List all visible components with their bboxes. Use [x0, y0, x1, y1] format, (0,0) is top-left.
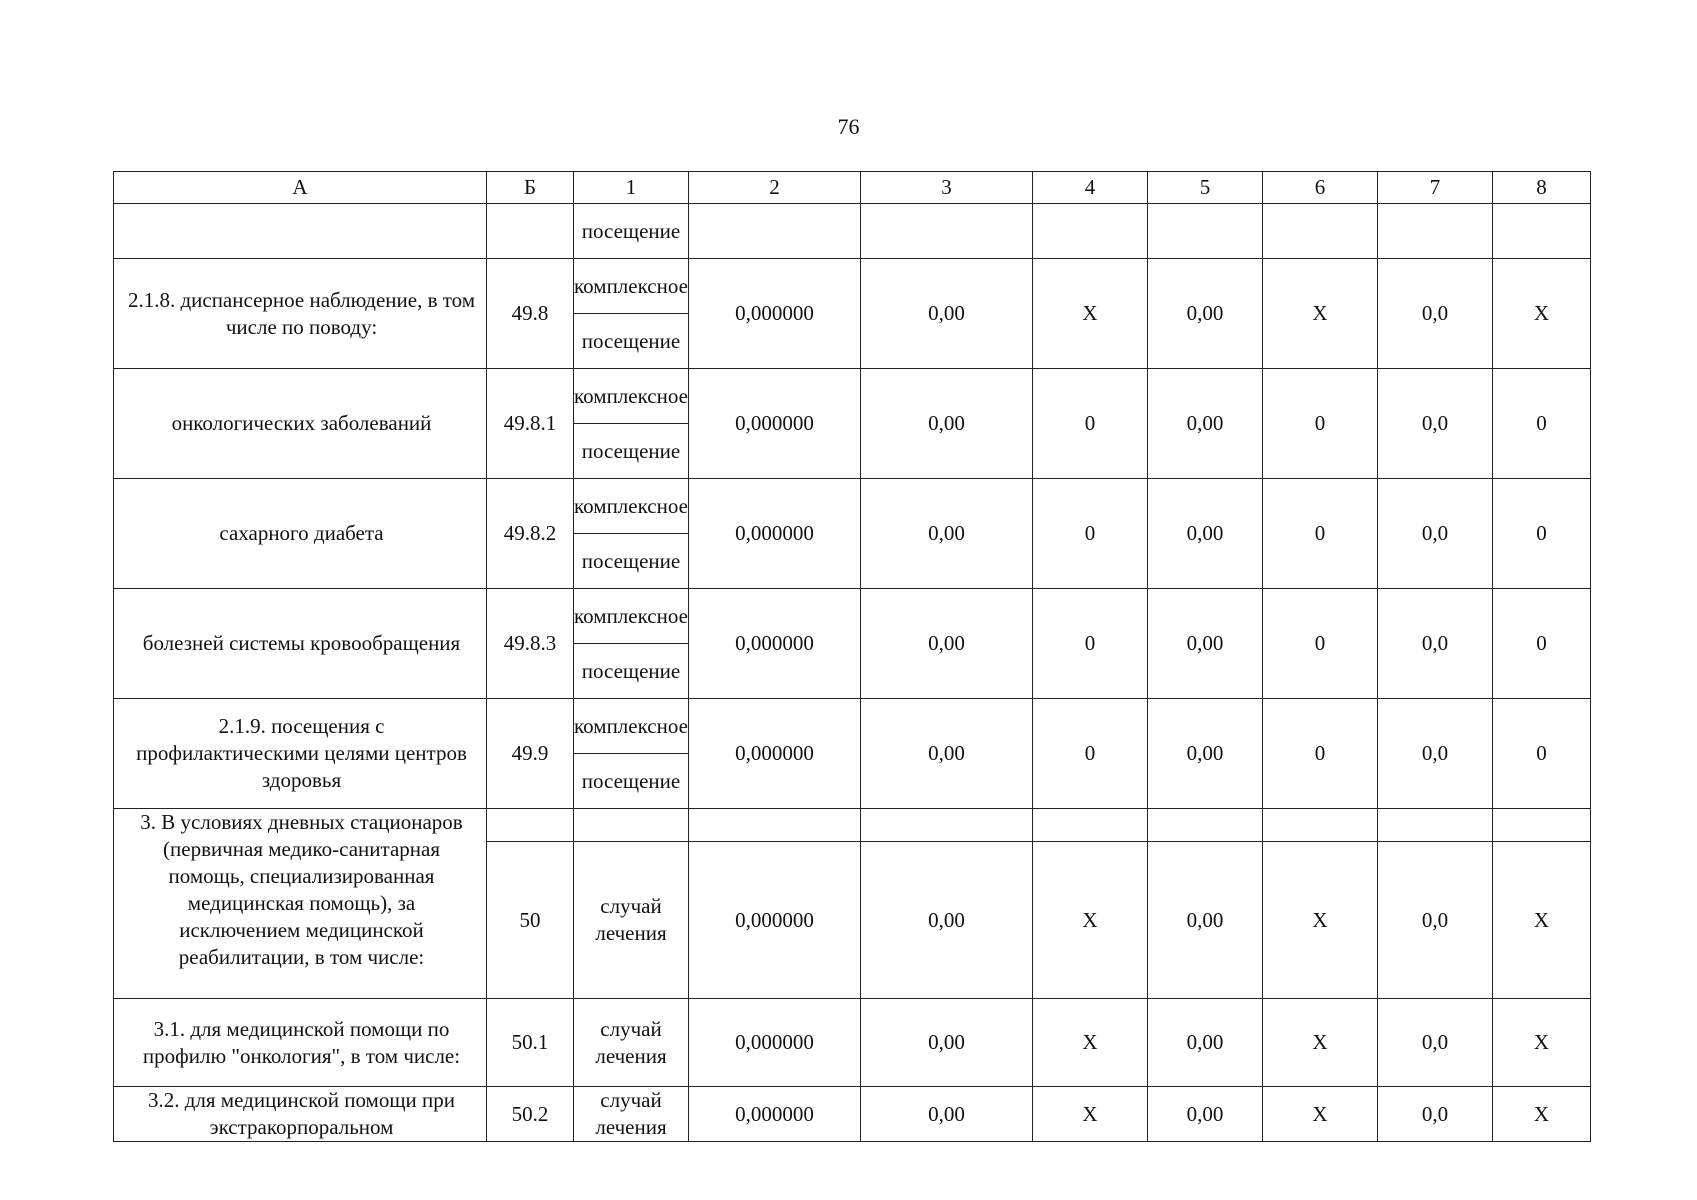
empty-cell	[1033, 809, 1148, 842]
row-unit	[574, 699, 689, 809]
row-code	[487, 204, 574, 259]
cell-col-8	[1493, 204, 1591, 259]
table-row	[114, 479, 1591, 589]
cell-col-5: 0,00	[1148, 1087, 1263, 1142]
header-cell-8: 8	[1493, 172, 1591, 204]
row-name: болезней системы кровообращения	[114, 589, 487, 699]
cell-col-8: Х	[1493, 1087, 1591, 1142]
header-cell-3: 3	[861, 172, 1033, 204]
header-cell-4: 4	[1033, 172, 1148, 204]
empty-cell	[487, 809, 574, 842]
cell-col-6: Х	[1263, 999, 1378, 1087]
empty-cell	[689, 809, 861, 842]
cell-col-3: 0,00	[861, 479, 1033, 589]
header-cell-b: Б	[487, 172, 574, 204]
row-code: 49.8	[487, 259, 574, 369]
cell-col-7: 0,0	[1378, 1087, 1493, 1142]
cell-col-5: 0,00	[1148, 589, 1263, 699]
cell-col-4: 0	[1033, 589, 1148, 699]
header-cell-2: 2	[689, 172, 861, 204]
row-unit	[574, 589, 689, 699]
header-cell-5: 5	[1148, 172, 1263, 204]
row-name: 3. В условиях дневных стационаров (первичная медико-санитарная помощь, специализированная медицинская помощь), за исключением медицинской реабилитации, в том числе:	[114, 809, 487, 999]
cell-col-2: 0,000000	[689, 369, 861, 479]
cell-col-3: 0,00	[861, 259, 1033, 369]
cell-col-5: 0,00	[1148, 369, 1263, 479]
cell-col-5: 0,00	[1148, 999, 1263, 1087]
empty-cell	[574, 809, 689, 842]
row-name: 3.1. для медицинской помощи по профилю "онкология", в том числе:	[114, 999, 487, 1087]
cell-col-6: 0	[1263, 479, 1378, 589]
cell-col-7: 0,0	[1378, 842, 1493, 999]
cell-col-6: 0	[1263, 699, 1378, 809]
cell-col-6: 0	[1263, 589, 1378, 699]
cell-col-4: Х	[1033, 1087, 1148, 1142]
cell-col-3: 0,00	[861, 842, 1033, 999]
cell-col-8: 0	[1493, 589, 1591, 699]
cell-col-7: 0,0	[1378, 589, 1493, 699]
cell-col-7: 0,0	[1378, 999, 1493, 1087]
table-row	[114, 1087, 1591, 1142]
cell-col-5: 0,00	[1148, 699, 1263, 809]
unit-bottom: посещение	[581, 328, 681, 353]
cell-col-3: 0,00	[861, 589, 1033, 699]
row-code: 50	[487, 842, 574, 999]
unit-bottom: посещение	[581, 658, 681, 683]
cell-col-2: 0,000000	[689, 589, 861, 699]
cell-col-4: Х	[1033, 259, 1148, 369]
row-name	[114, 204, 487, 259]
cell-col-2: 0,000000	[689, 1087, 861, 1142]
empty-cell	[1493, 809, 1591, 842]
row-code: 49.8.3	[487, 589, 574, 699]
cell-col-6: 0	[1263, 369, 1378, 479]
cell-col-8: Х	[1493, 259, 1591, 369]
empty-cell	[1378, 809, 1493, 842]
row-code: 49.8.2	[487, 479, 574, 589]
page-number: 76	[837, 114, 860, 139]
cell-col-5	[1148, 204, 1263, 259]
cell-col-6	[1263, 204, 1378, 259]
row-unit: случай лечения	[574, 842, 689, 999]
cell-col-7: 0,0	[1378, 479, 1493, 589]
row-unit: случай лечения	[574, 999, 689, 1087]
table-row	[114, 699, 1591, 809]
unit-bottom: посещение	[581, 768, 681, 793]
cell-col-2: 0,000000	[689, 479, 861, 589]
row-code: 50.1	[487, 999, 574, 1087]
header-cell-7: 7	[1378, 172, 1493, 204]
cell-col-7: 0,0	[1378, 699, 1493, 809]
cell-col-3: 0,00	[861, 369, 1033, 479]
cell-col-5: 0,00	[1148, 842, 1263, 999]
row-unit: случай лечения	[574, 1087, 689, 1142]
cell-col-7: 0,0	[1378, 369, 1493, 479]
cell-col-8: 0	[1493, 369, 1591, 479]
unit-top: комплексное	[574, 479, 688, 534]
cell-col-2: 0,000000	[689, 842, 861, 999]
cell-col-6: Х	[1263, 842, 1378, 999]
cell-col-4: 0	[1033, 479, 1148, 589]
cell-col-2	[689, 204, 861, 259]
row-name: 2.1.8. диспансерное наблюдение, в том числе по поводу:	[114, 259, 487, 369]
cell-col-5: 0,00	[1148, 479, 1263, 589]
empty-cell	[1263, 809, 1378, 842]
row-name: сахарного диабета	[114, 479, 487, 589]
row-name: 3.2. для медицинской помощи при экстракорпоральном	[114, 1087, 487, 1142]
header-cell-1: 1	[574, 172, 689, 204]
cell-col-8: Х	[1493, 999, 1591, 1087]
cell-col-7: 0,0	[1378, 259, 1493, 369]
row-code: 50.2	[487, 1087, 574, 1142]
cell-col-8: 0	[1493, 479, 1591, 589]
cell-col-7	[1378, 204, 1493, 259]
cell-col-4	[1033, 204, 1148, 259]
row-unit	[574, 479, 689, 589]
cell-col-3: 0,00	[861, 999, 1033, 1087]
unit-top: комплексное	[574, 259, 688, 314]
row-code: 49.9	[487, 699, 574, 809]
cell-col-8: 0	[1493, 699, 1591, 809]
cell-col-4: Х	[1033, 842, 1148, 999]
data-table	[113, 171, 1591, 1142]
row-unit	[574, 369, 689, 479]
table-row	[114, 809, 1591, 842]
cell-col-3	[861, 204, 1033, 259]
header-cell-a: А	[114, 172, 487, 204]
row-code: 49.8.1	[487, 369, 574, 479]
row-unit	[574, 259, 689, 369]
row-name: 2.1.9. посещения с профилактическими целями центров здоровья	[114, 699, 487, 809]
cell-col-4: 0	[1033, 369, 1148, 479]
unit-top: комплексное	[574, 589, 688, 644]
unit-bottom: посещение	[581, 218, 681, 243]
row-name: онкологических заболеваний	[114, 369, 487, 479]
empty-cell	[1148, 809, 1263, 842]
cell-col-3: 0,00	[861, 699, 1033, 809]
unit-top: комплексное	[574, 369, 688, 424]
row-unit	[574, 204, 689, 259]
table-row	[114, 999, 1591, 1087]
cell-col-5: 0,00	[1148, 259, 1263, 369]
cell-col-2: 0,000000	[689, 259, 861, 369]
cell-col-6: Х	[1263, 1087, 1378, 1142]
header-cell-6: 6	[1263, 172, 1378, 204]
table-row	[114, 259, 1591, 369]
cell-col-3: 0,00	[861, 1087, 1033, 1142]
empty-cell	[861, 809, 1033, 842]
table-row	[114, 204, 1591, 259]
cell-col-4: Х	[1033, 999, 1148, 1087]
cell-col-2: 0,000000	[689, 699, 861, 809]
header-row	[114, 172, 1591, 204]
cell-col-2: 0,000000	[689, 999, 861, 1087]
table-row	[114, 589, 1591, 699]
cell-col-4: 0	[1033, 699, 1148, 809]
unit-bottom: посещение	[581, 548, 681, 573]
cell-col-8: Х	[1493, 842, 1591, 999]
unit-bottom: посещение	[581, 438, 681, 463]
table-row	[114, 369, 1591, 479]
cell-col-6: Х	[1263, 259, 1378, 369]
unit-top: комплексное	[574, 699, 688, 754]
